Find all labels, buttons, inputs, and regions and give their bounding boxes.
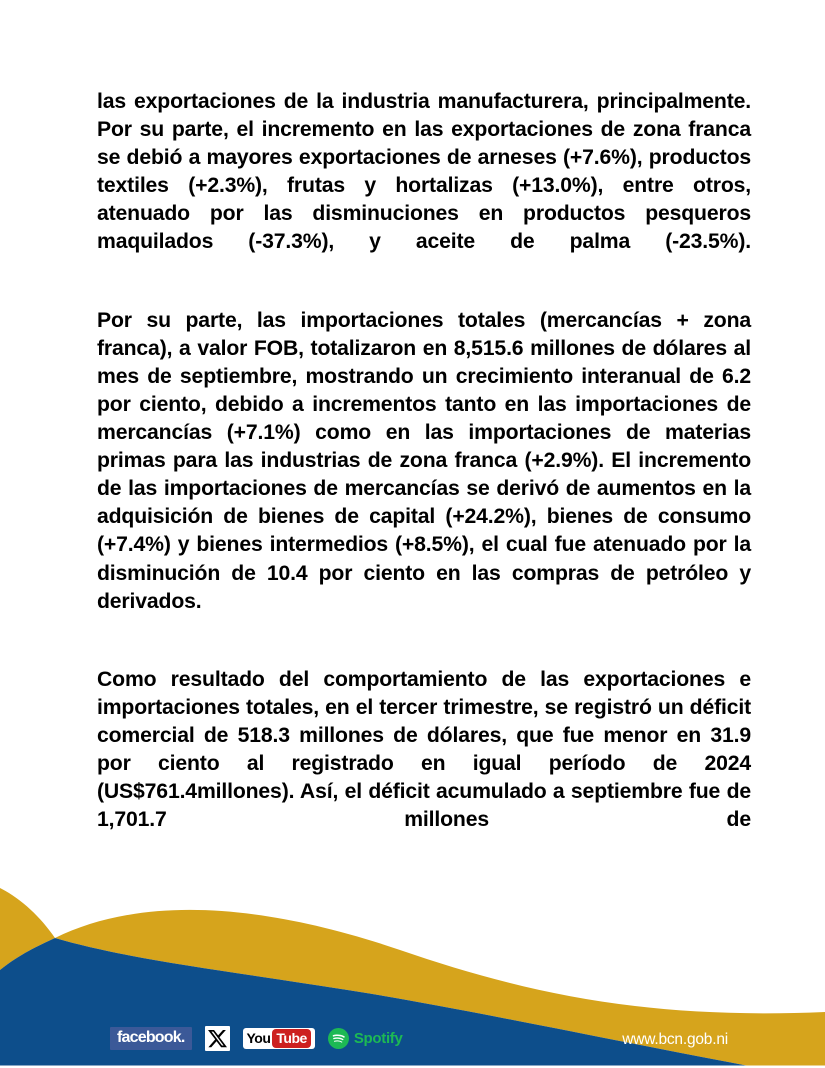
paragraph-3: Como resultado del comportamiento de las exportaciones e importaciones totales, en el tercer trimestre, se registró un déficit comercial de 518.3 millones de dólares, que fue menor en 31.9 por ciento al registrado en igual período de 2024 (US$761.4millones). Así, el déficit acumulado a septiembre fue de 1,701.7 millones de (97, 667, 751, 832)
x-twitter-icon[interactable] (205, 1026, 230, 1051)
facebook-icon[interactable]: facebook. (110, 1027, 192, 1050)
youtube-you-text: You (246, 1030, 271, 1046)
spotify-icon[interactable] (328, 1028, 403, 1049)
social-media-links (110, 1025, 403, 1051)
paragraph-1: las exportaciones de la industria manufacturera, principalmente. Por su parte, el incremento en las exportaciones de zona franca se debió a mayores exportaciones de arneses (+7.6%), productos textiles (+2.3%), frutas y hortalizas (+13.0%), entre otros, atenuado por las disminuciones en productos pesqueros maquilados (-37.3%), y aceite de palma (-23.5%). (97, 90, 751, 254)
spotify-wordmark: Spotify (353, 1029, 403, 1047)
website-url[interactable]: www.bcn.gob.ni (622, 1030, 728, 1048)
paragraph-2: Por su parte, las importaciones totales (mercancías + zona franca), a valor FOB, totalizaron en 8,515.6 millones de dólares al mes de septiembre, mostrando un crecimiento interanual de 6.2 por ciento, debido a incrementos tanto en las importaciones de mercancías (+7.1%) como en las importaciones de materias primas para las industrias de zona franca (+2.9%). El incremento de las importaciones de mercancías se derivó de aumentos en la adquisición de bienes de capital (+24.2%), bienes de consumo (+7.4%) y bienes intermedios (+8.5%), el cual fue atenuado por la disminución de 10.4 por ciento en las compras de petróleo y derivados. (97, 308, 751, 613)
youtube-icon[interactable] (243, 1028, 315, 1049)
youtube-tube-text: Tube (272, 1029, 310, 1048)
document-body (97, 88, 751, 862)
